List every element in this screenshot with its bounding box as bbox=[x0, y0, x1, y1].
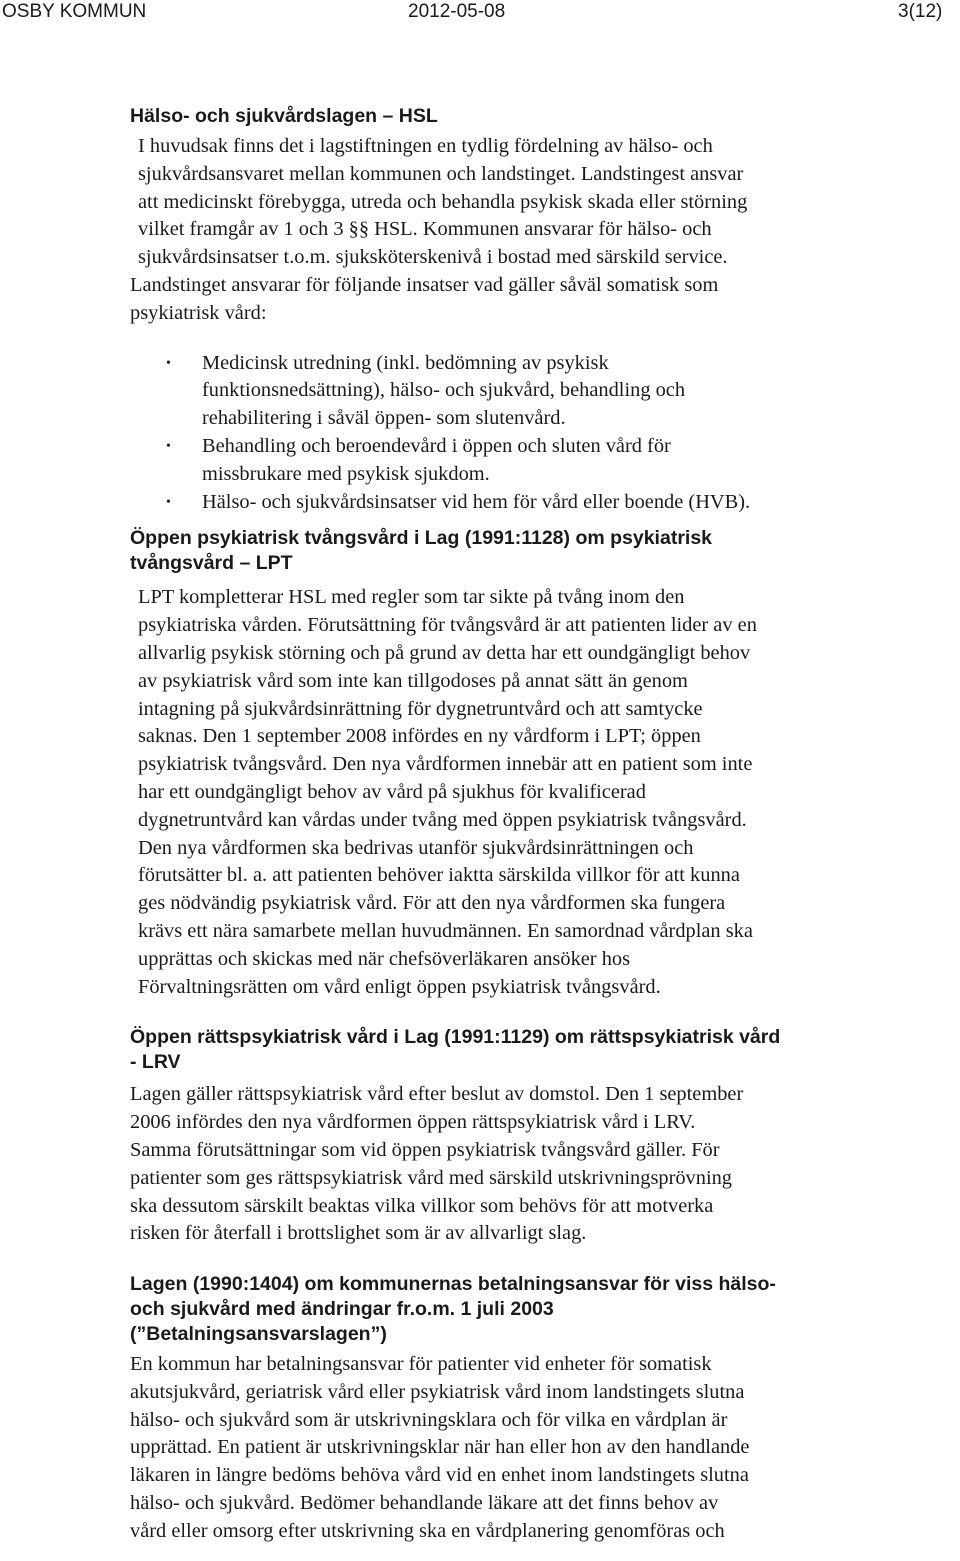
bullet-icon: • bbox=[166, 438, 171, 454]
text-line: av psykiatrisk vård som inte kan tillgodoses på annat sätt än genom bbox=[138, 669, 688, 692]
section-heading-lpt bbox=[130, 526, 890, 576]
text-line: krävs ett nära samarbete mellan huvudmännen. En samordnad vårdplan ska bbox=[138, 919, 753, 942]
section-heading-lrv bbox=[130, 1025, 890, 1075]
text-line: funktionsnedsättning), hälso- och sjukvård, behandling och bbox=[202, 379, 686, 402]
heading-line: Öppen psykiatrisk tvångsvård i Lag (1991:1128) om psykiatrisk bbox=[130, 527, 713, 550]
text-line: risken för återfall i brottslighet som är av allvarligt slag. bbox=[130, 1222, 587, 1245]
heading-line: (”Betalningsansvarslagen”) bbox=[130, 1323, 387, 1346]
bullet-icon: • bbox=[166, 494, 171, 510]
text-line: psykiatrisk vård: bbox=[130, 301, 267, 324]
text-line: akutsjukvård, geriatrisk vård eller psykiatrisk vård inom landstingets slutna bbox=[130, 1380, 745, 1403]
organization-name: OSBY KOMMUN bbox=[2, 1, 147, 22]
text-line: Samma förutsättningar som vid öppen psykiatrisk tvångsvård gäller. För bbox=[130, 1138, 720, 1161]
paragraph-betalningsansvar bbox=[130, 1351, 890, 1546]
text-line: att medicinskt förebygga, utreda och behandla psykisk skada eller störning bbox=[138, 190, 748, 213]
text-line: LPT kompletterar HSL med regler som tar sikte på tvång inom den bbox=[138, 586, 685, 609]
section-heading-hsl: Hälso- och sjukvårdslagen – HSL bbox=[130, 105, 438, 127]
text-line: upprättas och skickas med när chefsöverläkaren ansöker hos bbox=[138, 947, 631, 970]
paragraph-lrv bbox=[130, 1081, 890, 1248]
text-line: Behandling och beroendevård i öppen och sluten vård för bbox=[202, 434, 671, 457]
text-line: sjukvårdsinsatser t.o.m. sjuksköterskenivå i bostad med särskild service. bbox=[138, 246, 728, 269]
text-line: sjukvårdsansvaret mellan kommunen och landstinget. Landstingest ansvar bbox=[138, 162, 744, 185]
text-line: Landstinget ansvarar för följande insatser vad gäller såväl somatisk som bbox=[130, 273, 719, 296]
text-line: dygnetruntvård kan vårdas under tvång med öppen psykiatrisk tvångsvård. bbox=[138, 808, 747, 831]
text-line: vilket framgår av 1 och 3 §§ HSL. Kommunen ansvarar för hälso- och bbox=[138, 218, 712, 241]
text-line: allvarlig psykisk störning och på grund av detta har ett oundgängligt behov bbox=[138, 641, 751, 664]
text-line: Hälso- och sjukvårdsinsatser vid hem för vård eller boende (HVB). bbox=[202, 490, 751, 513]
text-line: läkaren in längre bedöms behöva vård vid en enhet inom landstingets slutna bbox=[130, 1464, 749, 1487]
list-item bbox=[130, 489, 890, 517]
document-body bbox=[130, 104, 890, 1546]
page-number: 3(12) bbox=[898, 1, 943, 22]
text-line: upprättad. En patient är utskrivningsklar när han eller hon av den handlande bbox=[130, 1436, 750, 1459]
text-line: Medicinsk utredning (inkl. bedömning av psykisk bbox=[202, 351, 609, 374]
bullet-list bbox=[130, 350, 890, 517]
text-line: ges nödvändig psykiatrisk vård. För att den nya vårdformen ska fungera bbox=[138, 892, 726, 915]
text-line: hälso- och sjukvård. Bedömer behandlande läkare att det finns behov av bbox=[130, 1492, 719, 1515]
text-line: rehabilitering i såväl öppen- som slutenvård. bbox=[202, 407, 566, 430]
text-line: Lagen gäller rättspsykiatrisk vård efter beslut av domstol. Den 1 september bbox=[130, 1083, 744, 1106]
text-line: psykiatriska vården. Förutsättning för tvångsvård är att patienten lider av en bbox=[138, 614, 757, 637]
list-item bbox=[130, 350, 890, 433]
heading-line: och sjukvård med ändringar fr.o.m. 1 juli 2003 bbox=[130, 1298, 554, 1321]
paragraph-landsting-ansvar bbox=[130, 272, 890, 328]
text-line: I huvudsak finns det i lagstiftningen en tydlig fördelning av hälso- och bbox=[138, 135, 713, 157]
text-line: En kommun har betalningsansvar för patienter vid enheter för somatisk bbox=[130, 1353, 712, 1376]
text-line: patienter som ges rättspsykiatrisk vård med särskild utskrivningsprövning bbox=[130, 1166, 733, 1189]
paragraph-hsl-intro bbox=[130, 133, 890, 272]
heading-line: tvångsvård – LPT bbox=[130, 552, 293, 575]
text-line: 2006 infördes den nya vårdformen öppen rättspsykiatrisk vård i LRV. bbox=[130, 1111, 696, 1134]
paragraph-lpt bbox=[130, 584, 890, 1001]
page-header bbox=[0, 0, 960, 26]
text-line: intagning på sjukvårdsinrättning för dygnetruntvård och att samtycke bbox=[138, 697, 703, 720]
section-heading-betalningsansvar bbox=[130, 1272, 890, 1347]
text-line: saknas. Den 1 september 2008 infördes en ny vårdform i LPT; öppen bbox=[138, 725, 701, 748]
text-line: förutsätter bl. a. att patienten behöver iaktta särskilda villkor för att kunna bbox=[138, 864, 740, 887]
text-line: missbrukare med psykisk sjukdom. bbox=[202, 462, 490, 485]
text-line: Förvaltningsrätten om vård enligt öppen psykiatrisk tvångsvård. bbox=[138, 975, 661, 998]
bullet-icon: • bbox=[166, 355, 171, 371]
heading-line: Öppen rättspsykiatrisk vård i Lag (1991:1129) om rättspsykiatrisk vård bbox=[130, 1026, 781, 1049]
text-line: psykiatrisk tvångsvård. Den nya vårdformen innebär att en patient som inte bbox=[138, 753, 753, 776]
text-line: Den nya vårdformen ska bedrivas utanför sjukvårdsinrättningen och bbox=[138, 836, 694, 859]
text-line: hälso- och sjukvård som är utskrivningsklara och för vilka en vårdplan är bbox=[130, 1408, 728, 1431]
text-line: vård eller omsorg efter utskrivning ska en vårdplanering genomföras och bbox=[130, 1519, 725, 1542]
list-item bbox=[130, 433, 890, 489]
document-date: 2012-05-08 bbox=[408, 1, 506, 22]
heading-line: - LRV bbox=[130, 1051, 181, 1074]
text-line: ska dessutom särskilt beaktas vilka villkor som behövs för att motverka bbox=[130, 1194, 714, 1217]
text-line: har ett oundgängligt behov av vård på sjukhus för kvalificerad bbox=[138, 780, 646, 803]
heading-line: Lagen (1990:1404) om kommunernas betalningsansvar för viss hälso- bbox=[130, 1273, 776, 1296]
